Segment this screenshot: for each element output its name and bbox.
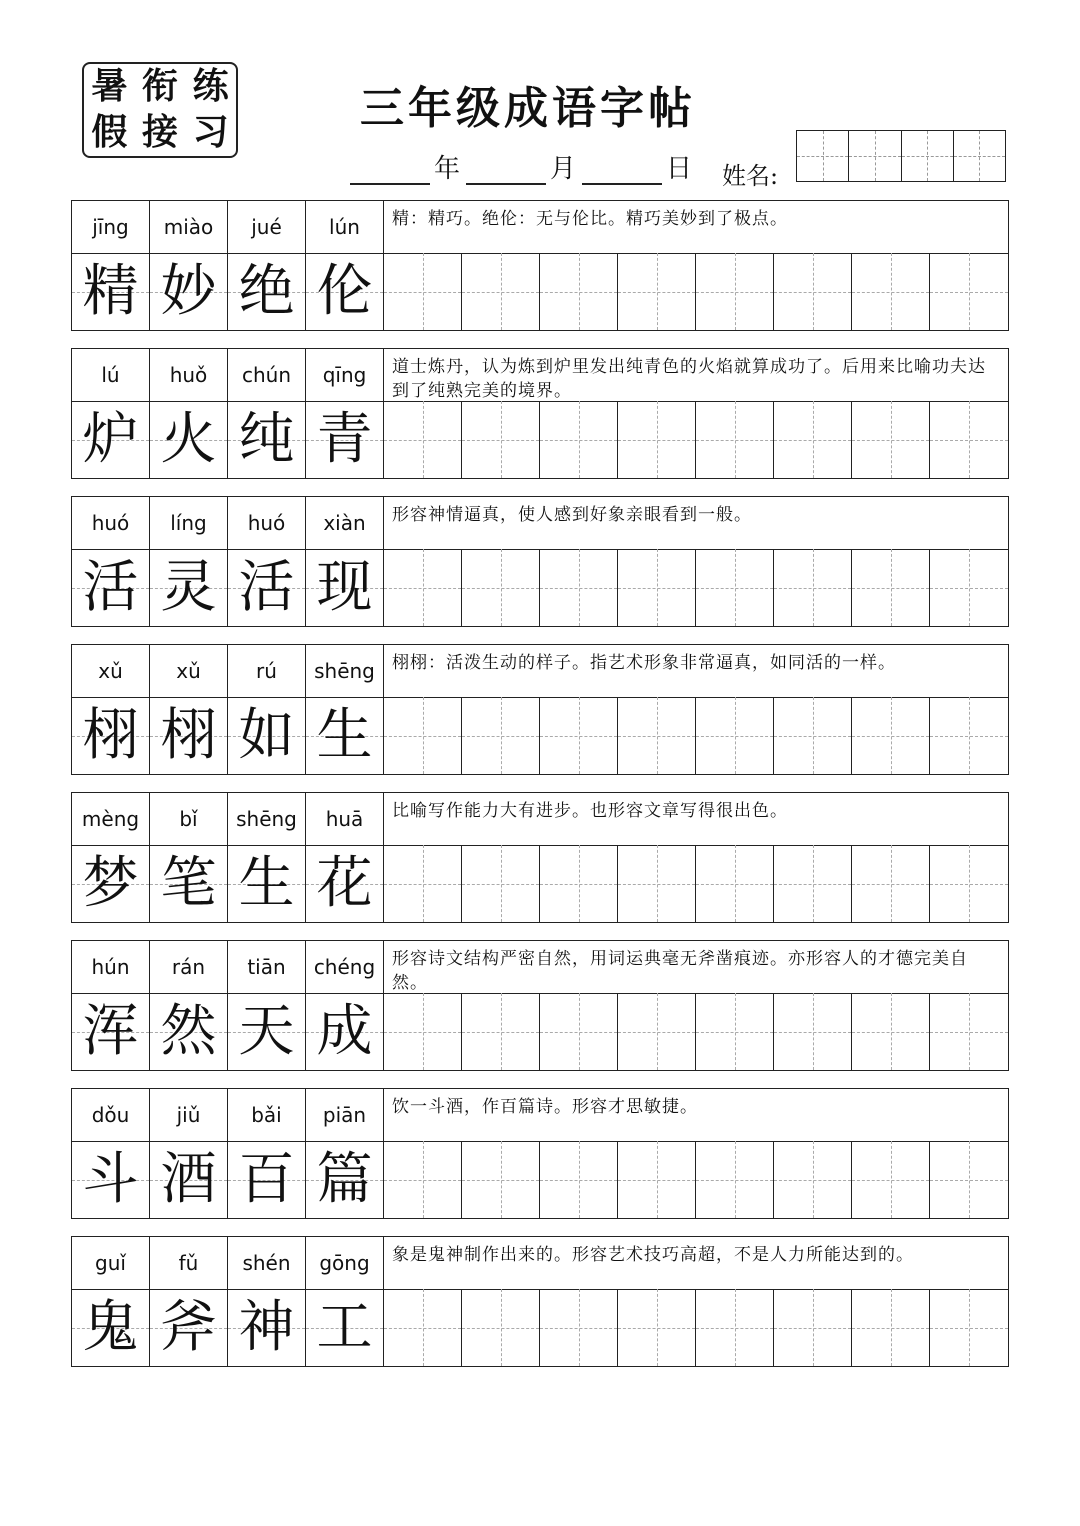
pinyin-row — [72, 349, 1008, 402]
model-character-cell — [150, 549, 228, 626]
practice-grid-cell[interactable] — [774, 845, 852, 922]
model-character-cell — [150, 1141, 228, 1218]
practice-grid-cell[interactable] — [384, 253, 462, 330]
pinyin-cell: shēng — [228, 793, 306, 845]
model-character-cell — [72, 697, 150, 774]
idiom-definition: 精：精巧。绝伦：无与伦比。精巧美妙到了极点。 — [392, 209, 788, 229]
model-character-cell — [228, 1289, 306, 1366]
pinyin-cell: guǐ — [72, 1237, 150, 1289]
practice-grid-cell[interactable] — [540, 549, 618, 626]
model-character: 纯 — [238, 406, 295, 472]
practice-grid-cell[interactable] — [774, 993, 852, 1070]
pinyin-row — [72, 497, 1008, 550]
pinyin-row — [72, 941, 1008, 994]
model-character: 篇 — [316, 1146, 373, 1212]
practice-grid-cell[interactable] — [618, 253, 696, 330]
character-row — [72, 1289, 1008, 1366]
date-line — [350, 148, 698, 185]
model-character: 生 — [238, 850, 295, 916]
model-character: 笔 — [160, 850, 217, 916]
model-character: 然 — [160, 998, 217, 1064]
model-character: 梦 — [82, 850, 139, 916]
model-character: 天 — [238, 998, 295, 1064]
model-character: 现 — [316, 554, 373, 620]
practice-grid-cell[interactable] — [852, 993, 930, 1070]
practice-grid-cell[interactable] — [696, 253, 774, 330]
practice-grid-cell[interactable] — [618, 845, 696, 922]
model-character-cell — [306, 993, 384, 1070]
practice-grid-cell[interactable] — [540, 1141, 618, 1218]
idiom-block — [71, 644, 1009, 775]
pinyin-cell: qīng — [306, 349, 384, 401]
pinyin-cell: jué — [228, 201, 306, 253]
pinyin-cell: miào — [150, 201, 228, 253]
idiom-definition: 比喻写作能力大有进步。也形容文章写得很出色。 — [392, 801, 788, 821]
practice-grid-cell[interactable] — [462, 401, 540, 478]
practice-grid-cell[interactable] — [384, 549, 462, 626]
pinyin-row — [72, 793, 1008, 846]
character-row — [72, 1141, 1008, 1218]
practice-grid-cell[interactable] — [462, 697, 540, 774]
practice-grid-cell[interactable] — [930, 845, 1008, 922]
model-character-cell — [150, 253, 228, 330]
practice-grid-cell[interactable] — [618, 549, 696, 626]
practice-grid-cell[interactable] — [540, 993, 618, 1070]
practice-grid-cell[interactable] — [618, 697, 696, 774]
practice-grid-cell[interactable] — [930, 401, 1008, 478]
idiom-block — [71, 200, 1009, 331]
practice-grid-cell[interactable] — [618, 993, 696, 1070]
summer-practice-stamp — [82, 62, 238, 158]
model-character-cell — [72, 549, 150, 626]
idiom-block — [71, 1236, 1009, 1367]
idiom-block — [71, 792, 1009, 923]
stamp-char: 衔 — [141, 66, 178, 107]
character-row — [72, 549, 1008, 626]
model-character-cell — [228, 549, 306, 626]
model-character-cell — [72, 1141, 150, 1218]
model-character: 炉 — [82, 406, 139, 472]
pinyin-cell: piān — [306, 1089, 384, 1141]
model-character: 工 — [316, 1294, 373, 1360]
practice-grid-cell[interactable] — [618, 1289, 696, 1366]
stamp-char: 暑 — [91, 66, 128, 107]
stamp-char: 接 — [141, 112, 178, 153]
pinyin-cell: xiàn — [306, 497, 384, 549]
pinyin-cell: hún — [72, 941, 150, 993]
pinyin-cell: lú — [72, 349, 150, 401]
pinyin-cell: huó — [228, 497, 306, 549]
model-character-cell — [306, 845, 384, 922]
month-label: 月 — [550, 154, 577, 184]
model-character: 如 — [238, 702, 295, 768]
model-character-cell — [306, 253, 384, 330]
practice-grid-cell[interactable] — [462, 845, 540, 922]
practice-grid-cell[interactable] — [618, 1141, 696, 1218]
model-character-cell — [72, 401, 150, 478]
character-row — [72, 993, 1008, 1070]
month-blank[interactable] — [466, 155, 546, 185]
pinyin-cell: dǒu — [72, 1089, 150, 1141]
practice-grid-cell[interactable] — [462, 1289, 540, 1366]
name-input-grid[interactable] — [796, 130, 1006, 182]
model-character-cell — [228, 401, 306, 478]
practice-grid-cell[interactable] — [540, 401, 618, 478]
pinyin-cell: bǐ — [150, 793, 228, 845]
model-character: 花 — [316, 850, 373, 916]
pinyin-row — [72, 1237, 1008, 1290]
model-character: 灵 — [160, 554, 217, 620]
pinyin-cell: lún — [306, 201, 384, 253]
pinyin-cell: rú — [228, 645, 306, 697]
practice-grid-cell[interactable] — [540, 1289, 618, 1366]
model-character: 栩 — [82, 702, 139, 768]
practice-grid-cell[interactable] — [462, 253, 540, 330]
idiom-definition: 道士炼丹，认为炼到炉里发出纯青色的火焰就算成功了。后用来比喻功夫达到了纯熟完美的境界。 — [392, 357, 986, 401]
name-cell[interactable] — [902, 131, 954, 181]
model-character: 火 — [160, 406, 217, 472]
pinyin-cell: huǒ — [150, 349, 228, 401]
pinyin-row — [72, 201, 1008, 254]
practice-grid-cell[interactable] — [696, 993, 774, 1070]
practice-grid-cell[interactable] — [930, 1289, 1008, 1366]
practice-grid-cell[interactable] — [696, 845, 774, 922]
character-row — [72, 697, 1008, 774]
stamp-char: 练 — [192, 66, 229, 107]
model-character: 神 — [238, 1294, 295, 1360]
practice-grid-cell[interactable] — [384, 401, 462, 478]
practice-grid-cell[interactable] — [774, 253, 852, 330]
model-character: 精 — [82, 258, 139, 324]
character-row — [72, 401, 1008, 478]
practice-grid-cell[interactable] — [462, 993, 540, 1070]
practice-grid-cell[interactable] — [696, 1289, 774, 1366]
model-character: 活 — [238, 554, 295, 620]
idiom-definition: 饮一斗酒，作百篇诗。形容才思敏捷。 — [392, 1097, 698, 1117]
model-character: 生 — [316, 702, 373, 768]
practice-grid-cell[interactable] — [852, 401, 930, 478]
pinyin-cell: jīng — [72, 201, 150, 253]
model-character: 百 — [238, 1146, 295, 1212]
idiom-definition: 形容诗文结构严密自然，用词运典毫无斧凿痕迹。亦形容人的才德完美自然。 — [392, 949, 968, 993]
character-row — [72, 253, 1008, 330]
idiom-block — [71, 1088, 1009, 1219]
practice-grid-cell[interactable] — [930, 1141, 1008, 1218]
name-label: 姓名: — [722, 162, 779, 190]
pinyin-cell: bǎi — [228, 1089, 306, 1141]
pinyin-cell: líng — [150, 497, 228, 549]
model-character-cell — [228, 1141, 306, 1218]
pinyin-cell: xǔ — [150, 645, 228, 697]
practice-grid-cell[interactable] — [852, 549, 930, 626]
character-row — [72, 845, 1008, 922]
model-character: 活 — [82, 554, 139, 620]
pinyin-cell: mèng — [72, 793, 150, 845]
model-character: 青 — [316, 406, 373, 472]
idiom-block — [71, 348, 1009, 479]
model-character-cell — [72, 845, 150, 922]
day-blank[interactable] — [582, 155, 662, 185]
practice-grid-cell[interactable] — [384, 697, 462, 774]
name-cell[interactable] — [954, 131, 1005, 181]
pinyin-cell: tiān — [228, 941, 306, 993]
stamp-char: 习 — [192, 112, 229, 153]
practice-grid-cell[interactable] — [696, 1141, 774, 1218]
idiom-definition: 形容神情逼真，使人感到好象亲眼看到一般。 — [392, 505, 752, 525]
practice-grid-cell[interactable] — [852, 697, 930, 774]
model-character-cell — [150, 401, 228, 478]
practice-grid-cell[interactable] — [852, 253, 930, 330]
model-character: 伦 — [316, 258, 373, 324]
practice-grid-cell[interactable] — [774, 1289, 852, 1366]
pinyin-cell: xǔ — [72, 645, 150, 697]
pinyin-cell: chún — [228, 349, 306, 401]
practice-grid-cell[interactable] — [462, 1141, 540, 1218]
pinyin-cell: huā — [306, 793, 384, 845]
practice-grid-cell[interactable] — [930, 993, 1008, 1070]
pinyin-cell: rán — [150, 941, 228, 993]
day-label: 日 — [666, 154, 693, 184]
model-character: 栩 — [160, 702, 217, 768]
model-character-cell — [150, 697, 228, 774]
model-character: 绝 — [238, 258, 295, 324]
practice-grid-cell[interactable] — [696, 697, 774, 774]
pinyin-row — [72, 645, 1008, 698]
model-character: 斗 — [82, 1146, 139, 1212]
stamp-char: 假 — [91, 112, 128, 153]
practice-grid-cell[interactable] — [540, 845, 618, 922]
practice-grid-cell[interactable] — [696, 549, 774, 626]
practice-grid-cell[interactable] — [384, 1289, 462, 1366]
model-character: 成 — [316, 998, 373, 1064]
pinyin-cell: shén — [228, 1237, 306, 1289]
pinyin-cell: huó — [72, 497, 150, 549]
practice-grid-cell[interactable] — [384, 993, 462, 1070]
practice-grid-cell[interactable] — [852, 845, 930, 922]
idiom-block — [71, 496, 1009, 627]
practice-grid-cell[interactable] — [462, 549, 540, 626]
practice-grid-cell[interactable] — [852, 1141, 930, 1218]
model-character: 妙 — [160, 258, 217, 324]
practice-grid-cell[interactable] — [618, 401, 696, 478]
model-character-cell — [306, 549, 384, 626]
model-character-cell — [150, 1289, 228, 1366]
model-character-cell — [306, 697, 384, 774]
idiom-block — [71, 940, 1009, 1071]
name-cell[interactable] — [849, 131, 901, 181]
practice-grid-cell[interactable] — [384, 1141, 462, 1218]
model-character: 酒 — [160, 1146, 217, 1212]
model-character: 鬼 — [82, 1294, 139, 1360]
practice-grid-cell[interactable] — [774, 401, 852, 478]
practice-grid-cell[interactable] — [696, 401, 774, 478]
model-character-cell — [306, 1289, 384, 1366]
model-character-cell — [306, 1141, 384, 1218]
model-character-cell — [72, 1289, 150, 1366]
practice-grid-cell[interactable] — [540, 697, 618, 774]
idiom-definition: 栩栩：活泼生动的样子。指艺术形象非常逼真，如同活的一样。 — [392, 653, 896, 673]
practice-grid-cell[interactable] — [540, 253, 618, 330]
practice-grid-cell[interactable] — [384, 845, 462, 922]
idiom-definition: 象是鬼神制作出来的。形容艺术技巧高超，不是人力所能达到的。 — [392, 1245, 914, 1265]
practice-grid-cell[interactable] — [774, 697, 852, 774]
model-character: 浑 — [82, 998, 139, 1064]
practice-grid-cell[interactable] — [930, 697, 1008, 774]
pinyin-cell: shēng — [306, 645, 384, 697]
model-character-cell — [150, 993, 228, 1070]
pinyin-cell: chéng — [306, 941, 384, 993]
year-blank[interactable] — [350, 155, 430, 185]
model-character-cell — [228, 697, 306, 774]
model-character-cell — [228, 253, 306, 330]
year-label: 年 — [434, 154, 461, 184]
practice-grid-cell[interactable] — [930, 253, 1008, 330]
pinyin-cell: gōng — [306, 1237, 384, 1289]
model-character-cell — [306, 401, 384, 478]
model-character-cell — [228, 845, 306, 922]
practice-grid-cell[interactable] — [930, 549, 1008, 626]
pinyin-cell: fǔ — [150, 1237, 228, 1289]
name-cell[interactable] — [797, 131, 849, 181]
practice-grid-cell[interactable] — [852, 1289, 930, 1366]
model-character-cell — [228, 993, 306, 1070]
pinyin-cell: jiǔ — [150, 1089, 228, 1141]
page-title: 三年级成语字帖 — [360, 83, 696, 134]
practice-grid-cell[interactable] — [774, 1141, 852, 1218]
practice-grid-cell[interactable] — [774, 549, 852, 626]
model-character-cell — [72, 253, 150, 330]
pinyin-row — [72, 1089, 1008, 1142]
model-character-cell — [150, 845, 228, 922]
model-character: 斧 — [160, 1294, 217, 1360]
model-character-cell — [72, 993, 150, 1070]
